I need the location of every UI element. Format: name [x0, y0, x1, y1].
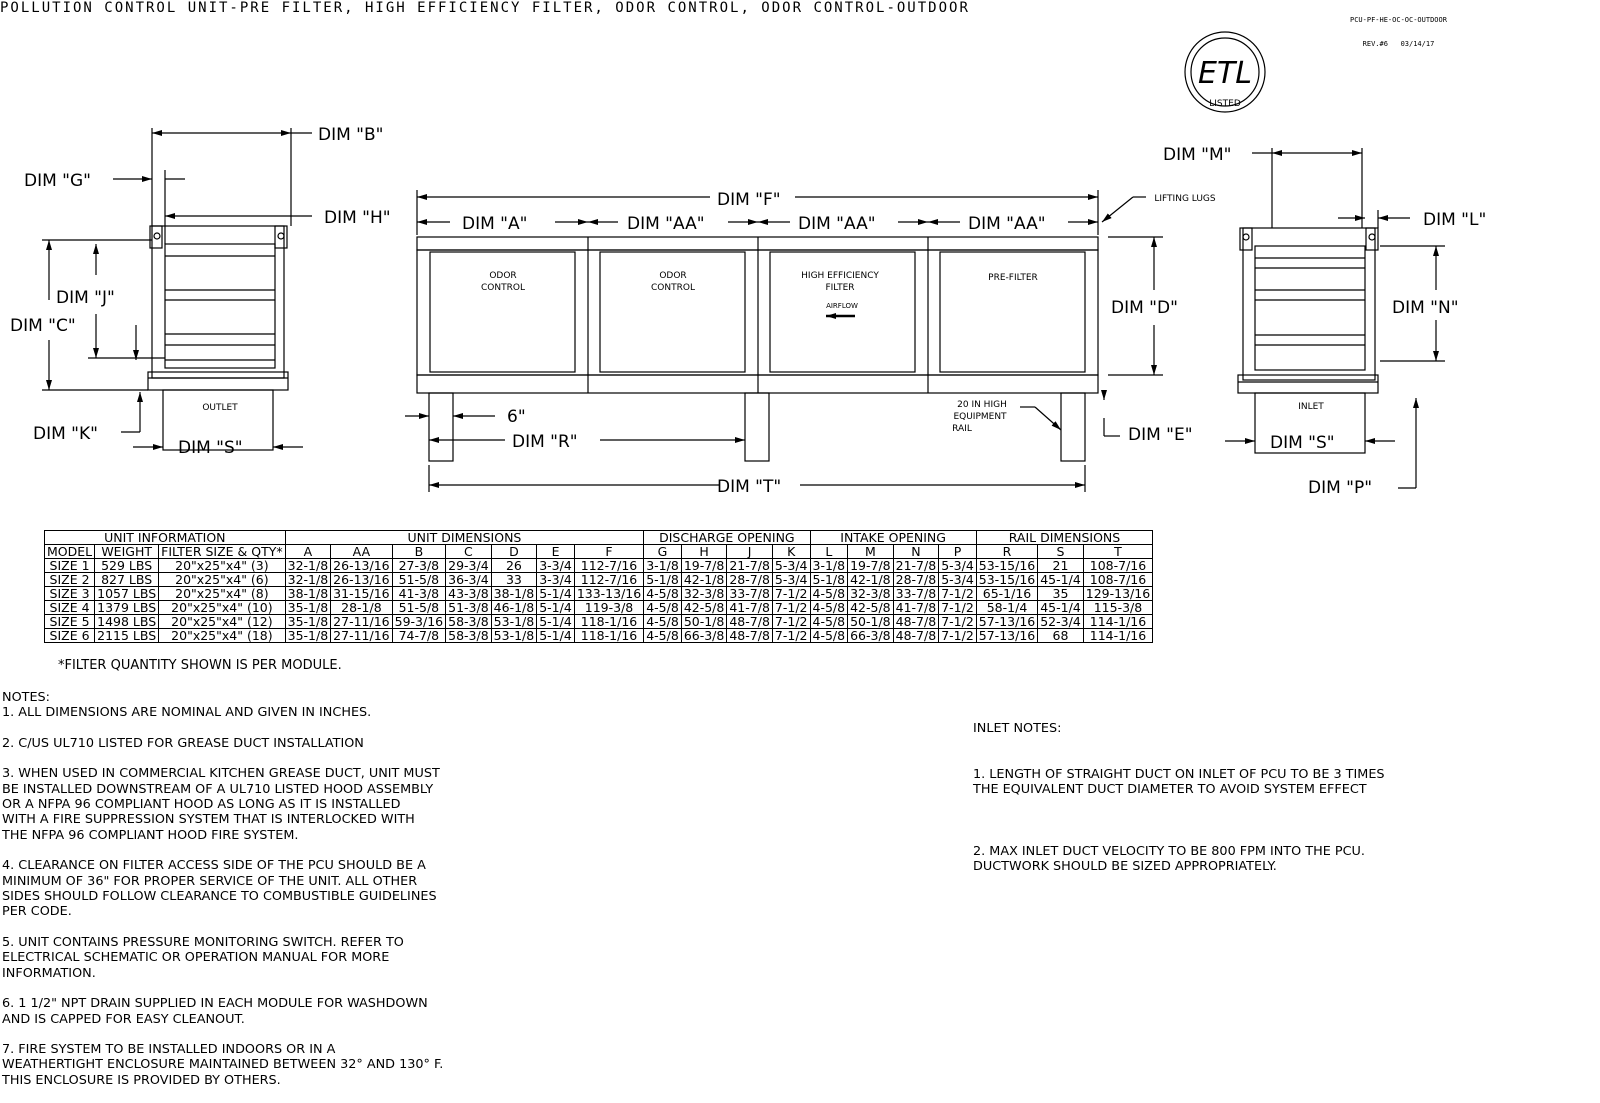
table-cell: 48-7/8 — [893, 615, 939, 629]
filter-quantity-footnote: *FILTER QUANTITY SHOWN IS PER MODULE. — [58, 658, 342, 673]
table-cell: 53-15/16 — [976, 573, 1037, 587]
inlet-label: INLET — [1298, 402, 1324, 412]
table-cell: 57-13/16 — [976, 629, 1037, 643]
table-cell: 529 LBS — [95, 559, 159, 573]
table-cell: 20"x25"x4" (18) — [159, 629, 285, 643]
airflow-label: AIRFLOW — [826, 302, 858, 310]
module-2-label-line2: CONTROL — [651, 283, 695, 293]
dim-aa-3-label: DIM "AA" — [968, 214, 1046, 234]
table-cell: 42-5/8 — [848, 601, 894, 615]
table-cell: 3-1/8 — [644, 559, 682, 573]
table-cell: 27-11/16 — [331, 629, 392, 643]
table-cell: 4-5/8 — [644, 587, 682, 601]
module-4-label: PRE-FILTER — [988, 273, 1038, 283]
table-cell: 3-1/8 — [810, 559, 848, 573]
module-1-label-line1: ODOR — [489, 271, 517, 281]
dim-a-label: DIM "A" — [462, 214, 528, 234]
table-cell: 21-7/8 — [893, 559, 939, 573]
table-cell: 7-1/2 — [939, 629, 977, 643]
table-body — [45, 559, 1153, 643]
table-cell: 26-13/16 — [331, 573, 392, 587]
table-cell: 65-1/16 — [976, 587, 1037, 601]
inlet-note-2: 2. MAX INLET DUCT VELOCITY TO BE 800 FPM INTO THE PCU. DUCTWORK SHOULD BE SIZED APPROPRIATELY. — [973, 843, 1365, 875]
table-cell: 28-7/8 — [727, 573, 773, 587]
table-cell: 7-1/2 — [939, 615, 977, 629]
table-cell: 42-5/8 — [681, 601, 727, 615]
etl-listed-text: LISTED — [1209, 99, 1241, 109]
table-cell: 4-5/8 — [810, 601, 848, 615]
table-cell: 59-3/16 — [392, 615, 446, 629]
dim-b-label: DIM "B" — [318, 125, 384, 145]
table-cell: 33-7/8 — [727, 587, 773, 601]
table-row — [45, 587, 1153, 601]
table-cell: 4-5/8 — [810, 587, 848, 601]
note-4: 4. CLEARANCE ON FILTER ACCESS SIDE OF THE PCU SHOULD BE A MINIMUM OF 36" FOR PROPER SERVICE OF THE UNIT. ALL OTHER SIDES SHOULD FOLLOW CLEARANCE TO COMBUSTIBLE GUIDELINES PER CODE. — [2, 858, 437, 920]
table-cell: 36-3/4 — [446, 573, 492, 587]
note-2: 2. C/US UL710 LISTED FOR GREASE DUCT INSTALLATION — [2, 735, 364, 751]
table-header-row — [45, 545, 1153, 559]
note-5: 5. UNIT CONTAINS PRESSURE MONITORING SWITCH. REFER TO ELECTRICAL SCHEMATIC OR OPERATION MANUAL FOR MORE INFORMATION. — [2, 934, 404, 981]
module-3-label-line1: HIGH EFFICIENCY — [801, 271, 879, 281]
table-group-header: INTAKE OPENING — [810, 531, 976, 545]
table-cell: 115-3/8 — [1083, 601, 1152, 615]
table-cell: 50-1/8 — [848, 615, 894, 629]
note-3: 3. WHEN USED IN COMMERCIAL KITCHEN GREASE DUCT, UNIT MUST BE INSTALLED DOWNSTREAM OF A UL710 LISTED HOOD ASSEMBLY OR A NFPA 96 COMPLIANT HOOD AS LONG AS IT IS INSTALLED WITH A FIRE SUPPRESSION SYSTEM THAT IS INTERLOCKED WITH THE NFPA 96 COMPLIANT HOOD FIRE SYSTEM. — [2, 766, 440, 843]
dim-f-label: DIM "F" — [717, 190, 781, 210]
dim-g-label: DIM "G" — [24, 171, 91, 191]
table-cell: 50-1/8 — [681, 615, 727, 629]
table-cell: 118-1/16 — [574, 629, 643, 643]
dim-h-label: DIM "H" — [324, 208, 391, 228]
table-cell: 32-1/8 — [285, 573, 331, 587]
table-cell: 48-7/8 — [893, 629, 939, 643]
table-cell: 35 — [1038, 587, 1084, 601]
table-cell: SIZE 2 — [45, 573, 95, 587]
table-column-header: WEIGHT — [95, 545, 159, 559]
table-cell: 45-1/4 — [1038, 601, 1084, 615]
table-cell: 58-1/4 — [976, 601, 1037, 615]
table-column-header: H — [681, 545, 727, 559]
table-cell: 3-3/4 — [537, 573, 575, 587]
table-cell: 133-13/16 — [574, 587, 643, 601]
table-cell: 38-1/8 — [285, 587, 331, 601]
inlet-notes — [973, 690, 1533, 905]
table-cell: 4-5/8 — [644, 629, 682, 643]
table-cell: 46-1/8 — [491, 601, 537, 615]
table-cell: 20"x25"x4" (6) — [159, 573, 285, 587]
table-column-header: F — [574, 545, 643, 559]
table-cell: 7-1/2 — [772, 587, 810, 601]
table-cell: 4-5/8 — [810, 615, 848, 629]
table-cell: 51-5/8 — [392, 573, 446, 587]
table-cell: 26-13/16 — [331, 559, 392, 573]
table-group-header: DISCHARGE OPENING — [644, 531, 810, 545]
table-cell: 4-5/8 — [644, 615, 682, 629]
table-row — [45, 601, 1153, 615]
lifting-lugs-label: LIFTING LUGS — [1154, 194, 1216, 204]
table-column-header: P — [939, 545, 977, 559]
table-column-header: T — [1083, 545, 1152, 559]
table-cell: 21-7/8 — [727, 559, 773, 573]
table-cell: 112-7/16 — [574, 559, 643, 573]
table-cell: 119-3/8 — [574, 601, 643, 615]
table-cell: 57-13/16 — [976, 615, 1037, 629]
table-group-header-row — [45, 531, 1153, 545]
table-cell: 42-1/8 — [848, 573, 894, 587]
table-cell: 2115 LBS — [95, 629, 159, 643]
table-group-header: RAIL DIMENSIONS — [976, 531, 1152, 545]
table-cell: 20"x25"x4" (8) — [159, 587, 285, 601]
table-cell: 35-1/8 — [285, 629, 331, 643]
table-cell: 31-15/16 — [331, 587, 392, 601]
table-row — [45, 615, 1153, 629]
table-column-header: M — [848, 545, 894, 559]
table-cell: 5-1/4 — [537, 601, 575, 615]
table-cell: 29-3/4 — [446, 559, 492, 573]
dim-c-label: DIM "C" — [10, 316, 76, 336]
notes-title: NOTES: — [2, 690, 50, 705]
table-cell: 129-13/16 — [1083, 587, 1152, 601]
table-column-header: L — [810, 545, 848, 559]
table-cell: 112-7/16 — [574, 573, 643, 587]
table-cell: 32-3/8 — [848, 587, 894, 601]
inlet-end-view — [1225, 148, 1445, 488]
table-column-header: E — [537, 545, 575, 559]
module-3-label-line2: FILTER — [825, 283, 855, 293]
table-cell: 5-1/8 — [810, 573, 848, 587]
table-cell: 118-1/16 — [574, 615, 643, 629]
table-cell: 19-7/8 — [681, 559, 727, 573]
table-cell: SIZE 5 — [45, 615, 95, 629]
table-column-header: B — [392, 545, 446, 559]
module-2-label-line1: ODOR — [659, 271, 687, 281]
table-cell: 5-3/4 — [939, 559, 977, 573]
dim-s-left-label: DIM "S" — [178, 438, 243, 458]
table-cell: 5-1/4 — [537, 615, 575, 629]
table-cell: SIZE 3 — [45, 587, 95, 601]
table-column-header: FILTER SIZE & QTY* — [159, 545, 285, 559]
table-column-header: D — [491, 545, 537, 559]
table-column-header: J — [727, 545, 773, 559]
rail-label-line3: RAIL — [952, 424, 972, 434]
table-cell: 51-3/8 — [446, 601, 492, 615]
table-cell: 33 — [491, 573, 537, 587]
dim-r-label: DIM "R" — [512, 432, 578, 452]
table-cell: 21 — [1038, 559, 1084, 573]
table-column-header: K — [772, 545, 810, 559]
table-cell: 20"x25"x4" (12) — [159, 615, 285, 629]
table-cell: 53-15/16 — [976, 559, 1037, 573]
module-1-label-line2: CONTROL — [481, 283, 525, 293]
table-cell: 53-1/8 — [491, 629, 537, 643]
table-cell: 28-1/8 — [331, 601, 392, 615]
dim-aa-2-label: DIM "AA" — [798, 214, 876, 234]
table-column-header: MODEL — [45, 545, 95, 559]
dim-j-label: DIM "J" — [56, 288, 115, 308]
dim-e-label: DIM "E" — [1128, 425, 1193, 445]
table-cell: 5-3/4 — [939, 573, 977, 587]
dim-t-label: DIM "T" — [717, 477, 782, 497]
table-column-header: R — [976, 545, 1037, 559]
table-cell: 48-7/8 — [727, 615, 773, 629]
table-cell: 108-7/16 — [1083, 559, 1152, 573]
table-cell: 51-5/8 — [392, 601, 446, 615]
table-cell: 108-7/16 — [1083, 573, 1152, 587]
table-cell: 35-1/8 — [285, 615, 331, 629]
table-cell: 42-1/8 — [681, 573, 727, 587]
outlet-label: OUTLET — [202, 403, 238, 413]
table-cell: 43-3/8 — [446, 587, 492, 601]
table-cell: 28-7/8 — [893, 573, 939, 587]
table-row — [45, 629, 1153, 643]
inlet-notes-title: INLET NOTES: — [973, 720, 1062, 736]
table-cell: 53-1/8 — [491, 615, 537, 629]
table-cell: 5-1/4 — [537, 629, 575, 643]
table-cell: 26 — [491, 559, 537, 573]
doc-number: PCU-PF-HE-OC-OC-OUTDOOR — [1350, 16, 1447, 24]
table-cell: 58-3/8 — [446, 629, 492, 643]
table-column-header: A — [285, 545, 331, 559]
table-column-header: G — [644, 545, 682, 559]
note-1: 1. ALL DIMENSIONS ARE NOMINAL AND GIVEN IN INCHES. — [2, 705, 372, 721]
note-6: 6. 1 1/2" NPT DRAIN SUPPLIED IN EACH MODULE FOR WASHDOWN AND IS CAPPED FOR EASY CLEANOUT. — [2, 996, 428, 1027]
dim-m-label: DIM "M" — [1163, 145, 1232, 165]
general-notes — [2, 690, 542, 1103]
inlet-note-1: 1. LENGTH OF STRAIGHT DUCT ON INLET OF PCU TO BE 3 TIMES THE EQUIVALENT DUCT DIAMETER TO AVOID SYSTEM EFFECT — [973, 767, 1385, 798]
rail-label-line1: 20 IN HIGH — [957, 400, 1007, 410]
table-cell: 7-1/2 — [772, 615, 810, 629]
table-cell: 5-1/8 — [644, 573, 682, 587]
dim-n-label: DIM "N" — [1392, 298, 1459, 318]
table-cell: SIZE 6 — [45, 629, 95, 643]
table-cell: 27-3/8 — [392, 559, 446, 573]
dim-s-right-label: DIM "S" — [1270, 433, 1335, 453]
table-column-header: S — [1038, 545, 1084, 559]
table-column-header: AA — [331, 545, 392, 559]
table-cell: 38-1/8 — [491, 587, 537, 601]
dim-d-label: DIM "D" — [1111, 298, 1178, 318]
table-cell: 74-7/8 — [392, 629, 446, 643]
table-cell: 66-3/8 — [848, 629, 894, 643]
table-cell: 27-11/16 — [331, 615, 392, 629]
table-cell: 58-3/8 — [446, 615, 492, 629]
table-cell: 32-1/8 — [285, 559, 331, 573]
table-cell: 1379 LBS — [95, 601, 159, 615]
table-cell: 4-5/8 — [644, 601, 682, 615]
table-cell: 19-7/8 — [848, 559, 894, 573]
table-cell: 32-3/8 — [681, 587, 727, 601]
table-cell: 114-1/16 — [1083, 615, 1152, 629]
table-cell: 7-1/2 — [939, 587, 977, 601]
table-cell: 52-3/4 — [1038, 615, 1084, 629]
table-cell: 7-1/2 — [939, 601, 977, 615]
table-cell: 1057 LBS — [95, 587, 159, 601]
table-cell: 7-1/2 — [772, 601, 810, 615]
table-cell: 5-1/4 — [537, 587, 575, 601]
table-group-header: UNIT DIMENSIONS — [285, 531, 644, 545]
table-cell: 4-5/8 — [810, 629, 848, 643]
table-row — [45, 559, 1153, 573]
table-cell: 5-3/4 — [772, 559, 810, 573]
revision-date: REV.#6 03/14/17 — [1362, 40, 1435, 48]
dim-aa-1-label: DIM "AA" — [627, 214, 705, 234]
table-cell: 66-3/8 — [681, 629, 727, 643]
table-cell: SIZE 4 — [45, 601, 95, 615]
dim-k-label: DIM "K" — [33, 424, 98, 444]
table-column-header: N — [893, 545, 939, 559]
table-cell: 3-3/4 — [537, 559, 575, 573]
note-7: 7. FIRE SYSTEM TO BE INSTALLED INDOORS OR IN A WEATHERTIGHT ENCLOSURE MAINTAINED BETWEEN 32° AND 130° F. THIS ENCLOSURE IS PROVIDED BY OTHERS. — [2, 1041, 444, 1088]
dim-6in-label: 6" — [507, 407, 526, 427]
table-cell: 41-7/8 — [727, 601, 773, 615]
dim-p-label: DIM "P" — [1308, 478, 1373, 498]
table-cell: 48-7/8 — [727, 629, 773, 643]
etl-letters: ETL — [1198, 56, 1252, 91]
table-cell: 20"x25"x4" (3) — [159, 559, 285, 573]
table-cell: 35-1/8 — [285, 601, 331, 615]
table-group-header: UNIT INFORMATION — [45, 531, 286, 545]
table-cell: 7-1/2 — [772, 629, 810, 643]
table-cell: 5-3/4 — [772, 573, 810, 587]
table-cell: 33-7/8 — [893, 587, 939, 601]
table-cell: 1498 LBS — [95, 615, 159, 629]
unit-dimensions-table — [44, 530, 1153, 643]
table-cell: 68 — [1038, 629, 1084, 643]
table-cell: 114-1/16 — [1083, 629, 1152, 643]
table-column-header: C — [446, 545, 492, 559]
table-cell: 827 LBS — [95, 573, 159, 587]
dim-l-label: DIM "L" — [1423, 210, 1487, 230]
table-cell: SIZE 1 — [45, 559, 95, 573]
table-cell: 41-3/8 — [392, 587, 446, 601]
table-cell: 20"x25"x4" (10) — [159, 601, 285, 615]
drawing-title: POLLUTION CONTROL UNIT-PRE FILTER, HIGH EFFICIENCY FILTER, ODOR CONTROL, ODOR CONTROL-OUTDOOR — [0, 0, 970, 16]
table-cell: 45-1/4 — [1038, 573, 1084, 587]
table-row — [45, 573, 1153, 587]
table-cell: 41-7/8 — [893, 601, 939, 615]
rail-label-line2: EQUIPMENT — [953, 412, 1007, 422]
